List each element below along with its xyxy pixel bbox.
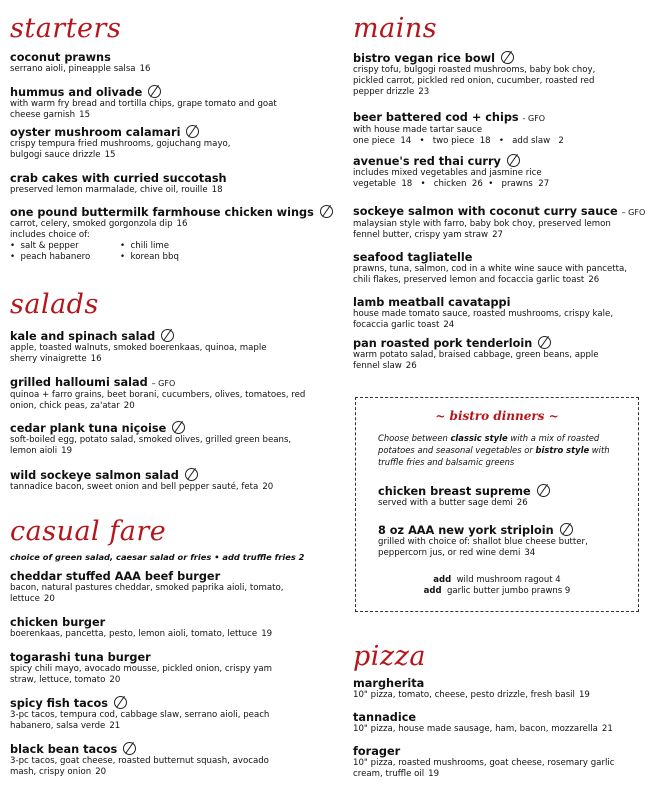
- item-desc: crispy tempura fried mushrooms, gojuchang mayo, bulgogi sauce drizzle: [10, 139, 231, 160]
- menu-item-tuna-burger: [10, 651, 310, 686]
- item-price: 20: [123, 401, 135, 411]
- no-gluten-icon: [172, 421, 185, 434]
- item-name: coconut prawns: [10, 51, 111, 64]
- item-price: 21: [109, 721, 121, 731]
- no-gluten-icon: [507, 154, 520, 167]
- item-price: 15: [79, 110, 91, 120]
- menu-item-bean-tacos: [10, 742, 310, 778]
- item-prices: vegetable 18 • chicken 26 • prawns 27: [353, 179, 550, 189]
- item-name: hummus and olivade: [10, 86, 143, 99]
- no-gluten-icon: [501, 51, 514, 64]
- item-name: grilled halloumi salad: [10, 376, 148, 389]
- sauce-option: • peach habanero: [10, 252, 91, 262]
- menu-item-crab-cakes: [10, 172, 310, 196]
- item-desc: grilled with choice of: shallot blue cheese butter, peppercorn jus, or red wine demi: [378, 537, 588, 558]
- item-name: 8 oz AAA new york striploin: [378, 524, 554, 537]
- item-name: cheddar stuffed AAA beef burger: [10, 570, 221, 583]
- menu-item-sockeye-salmon: [353, 205, 646, 241]
- left-column: [10, 0, 314, 797]
- menu-item-chicken-supreme: [378, 484, 628, 509]
- item-desc: includes mixed vegetables and jasmine rice: [353, 168, 542, 178]
- item-name: chicken burger: [10, 616, 106, 629]
- menu-item-fish-chips: [353, 111, 643, 147]
- bistro-dinners-title: ~ bistro dinners ~: [435, 409, 559, 423]
- menu-item-beef-burger: [10, 570, 310, 605]
- item-name: lamb meatball cavatappi: [353, 296, 511, 309]
- menu-item-lamb-cavatappi: [353, 296, 643, 331]
- item-name: forager: [353, 745, 401, 758]
- item-tag: - GFO: [522, 114, 546, 123]
- item-desc: bacon, natural pastures cheddar, smoked paprika aioli, tomato, lettuce: [10, 583, 284, 604]
- item-desc: quinoa + farro grains, beet borani, cucumbers, olives, tomatoes, red onion, chick peas, za'atar: [10, 390, 306, 411]
- item-price: 26: [405, 361, 417, 371]
- item-price: 19: [428, 769, 440, 779]
- item-name: kale and spinach salad: [10, 330, 156, 343]
- item-name: oyster mushroom calamari: [10, 126, 181, 139]
- menu-item-forager-pizza: [353, 745, 643, 780]
- item-price: 15: [104, 150, 116, 160]
- no-gluten-icon: [185, 468, 198, 481]
- item-desc: tannadice bacon, sweet onion and bell pepper sauté, feta: [10, 482, 259, 492]
- item-name: togarashi tuna burger: [10, 651, 151, 664]
- menu-item-tannadice-pizza: [353, 711, 643, 735]
- item-desc: carrot, celery, smoked gorgonzola dip: [10, 219, 173, 229]
- item-desc: house made tomato sauce, roasted mushrooms, crispy kale, focaccia garlic toast: [353, 309, 614, 330]
- item-name: cedar plank tuna niçoise: [10, 422, 167, 435]
- menu-item-tagliatelle: [353, 251, 643, 286]
- item-name: pan roasted pork tenderloin: [353, 337, 533, 350]
- item-desc: soft-boiled egg, potato salad, smoked olives, grilled green beans, lemon aioli: [10, 435, 292, 456]
- menu-item-salmon-salad: [10, 468, 310, 493]
- addon-mushroom-ragout: add wild mushroom ragout 4: [433, 575, 561, 585]
- sauce-option: • chili lime: [120, 241, 170, 251]
- sauce-options: [10, 241, 310, 263]
- item-price: 16: [139, 64, 151, 74]
- addon-jumbo-prawns: add garlic butter jumbo prawns 9: [423, 586, 571, 596]
- no-gluten-icon: [537, 484, 550, 497]
- item-price: 26: [588, 275, 600, 285]
- item-desc: serrano aioli, pineapple salsa: [10, 64, 136, 74]
- item-price: 24: [443, 320, 455, 330]
- item-name: chicken breast supreme: [378, 485, 531, 498]
- item-desc: 3-pc tacos, goat cheese, roasted butternut squash, avocado mash, crispy onion: [10, 756, 269, 777]
- item-name: one pound buttermilk farmhouse chicken wings: [10, 206, 314, 219]
- item-price: 20: [95, 767, 107, 777]
- sauce-option: • korean bbq: [120, 252, 179, 262]
- item-desc: apple, toasted walnuts, smoked boerenkaas, quinoa, maple sherry vinaigrette: [10, 343, 267, 364]
- no-gluten-icon: [161, 329, 174, 342]
- bistro-dinners-box: [355, 397, 639, 612]
- item-desc: 3-pc tacos, tempura cod, cabbage slaw, serrano aioli, peach habanero, salsa verde: [10, 710, 270, 731]
- no-gluten-icon: [114, 696, 127, 709]
- item-tag: – GFO: [151, 379, 176, 388]
- item-price: 27: [492, 230, 503, 240]
- menu-item-halloumi-salad: [10, 376, 310, 412]
- item-name: sockeye salmon with coconut curry sauce: [353, 205, 618, 218]
- menu-item-vegan-bowl: [353, 51, 643, 98]
- item-price: 19: [261, 629, 273, 639]
- item-desc: 10" pizza, tomato, cheese, pesto drizzle, fresh basil: [353, 690, 575, 700]
- item-price: 26: [516, 498, 528, 508]
- item-name: bistro vegan rice bowl: [353, 52, 495, 65]
- section-title-casual-fare: casual fare: [10, 516, 167, 547]
- item-name: spicy fish tacos: [10, 697, 108, 710]
- section-title-salads: salads: [10, 289, 99, 320]
- item-name: black bean tacos: [10, 743, 118, 756]
- menu-item-kale-salad: [10, 329, 310, 365]
- item-price: 23: [418, 87, 430, 97]
- menu-item-fish-tacos: [10, 696, 310, 732]
- item-price: 19: [578, 690, 590, 700]
- sauce-option: • salt & pepper: [10, 241, 79, 251]
- item-desc: with warm fry bread and tortilla chips, grape tomato and goat cheese garnish: [10, 99, 277, 120]
- item-name: margherita: [353, 677, 425, 690]
- item-name: wild sockeye salmon salad: [10, 469, 179, 482]
- item-tag: – GFO: [621, 208, 646, 217]
- item-name: tannadice: [353, 711, 417, 724]
- menu-item-chicken-burger: [10, 616, 310, 640]
- item-desc: malaysian style with farro, baby bok choy, preserved lemon fennel butter, crispy yam straw: [353, 219, 611, 240]
- item-price: 19: [61, 446, 73, 456]
- item-desc: 10" pizza, roasted mushrooms, goat cheese, rosemary garlic cream, truffle oil: [353, 758, 615, 779]
- no-gluten-icon: [148, 85, 161, 98]
- no-gluten-icon: [538, 336, 551, 349]
- menu-item-margherita: [353, 677, 643, 701]
- menu-item-coconut-prawns: [10, 51, 310, 75]
- item-desc: served with a butter sage demi: [378, 498, 513, 508]
- item-name: crab cakes with curried succotash: [10, 172, 227, 185]
- item-desc: spicy chili mayo, avocado mousse, pickled onion, crispy yam straw, lettuce, tomato: [10, 664, 272, 685]
- item-desc: 10" pizza, house made sausage, ham, bacon, mozzarella: [353, 724, 598, 734]
- item-desc: with house made tartar sauce: [353, 125, 482, 135]
- item-choice-label: includes choice of:: [10, 230, 90, 240]
- item-price: 16: [90, 354, 102, 364]
- no-gluten-icon: [320, 205, 333, 218]
- item-price: 34: [524, 548, 536, 558]
- item-price: 21: [601, 724, 613, 734]
- menu-item-tuna-nicoise: [10, 421, 310, 457]
- section-title-mains: mains: [353, 13, 438, 44]
- item-price: 16: [176, 219, 188, 229]
- item-price: 18: [211, 185, 223, 195]
- item-desc: prawns, tuna, salmon, cod in a white wine sauce with pancetta, chili flakes, preserved lemon and focaccia garlic toast: [353, 264, 628, 285]
- menu-item-thai-curry: [353, 154, 643, 190]
- item-desc: boerenkaas, pancetta, pesto, lemon aioli, tomato, lettuce: [10, 629, 258, 639]
- menu-item-striploin: [378, 523, 628, 559]
- section-title-starters: starters: [10, 13, 122, 44]
- item-desc: warm potato salad, braised cabbage, green beans, apple fennel slaw: [353, 350, 599, 371]
- item-name: seafood tagliatelle: [353, 251, 473, 264]
- item-name: beer battered cod + chips: [353, 111, 519, 124]
- casual-fare-note: choice of green salad, caesar salad or fries • add truffle fries 2: [10, 552, 305, 562]
- item-name: avenue's red thai curry: [353, 155, 501, 168]
- section-title-pizza: pizza: [353, 641, 426, 672]
- item-prices: one piece 14 • two piece 18 • add slaw 2: [353, 136, 564, 146]
- no-gluten-icon: [560, 523, 573, 536]
- menu-item-calamari: [10, 125, 310, 161]
- bistro-intro: Choose between classic style with a mix of roasted potatoes and seasonal vegetables or bistro style with truffle fries and balsamic greens: [378, 433, 610, 467]
- item-desc: preserved lemon marmalade, chive oil, rouille: [10, 185, 208, 195]
- menu-item-hummus: [10, 85, 310, 121]
- menu-item-wings: [10, 205, 314, 263]
- item-price: 20: [262, 482, 274, 492]
- no-gluten-icon: [123, 742, 136, 755]
- item-price: 20: [109, 675, 121, 685]
- no-gluten-icon: [186, 125, 199, 138]
- item-price: 20: [43, 594, 55, 604]
- item-desc: crispy tofu, bulgogi roasted mushrooms, baby bok choy, pickled carrot, pickled red onion, cucumber, roasted red pepper drizzle: [353, 65, 596, 97]
- menu-item-pork-tenderloin: [353, 336, 643, 372]
